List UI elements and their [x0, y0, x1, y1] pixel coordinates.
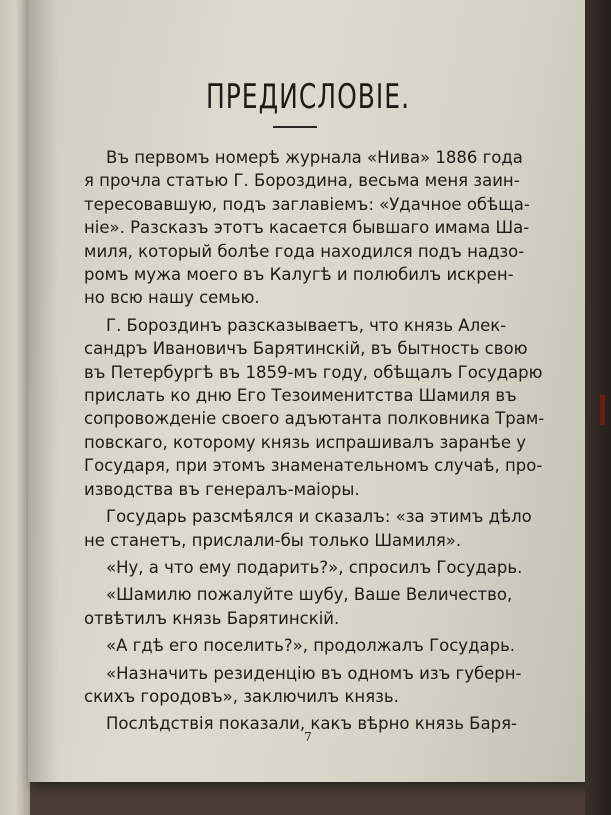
text-line: «А гдѣ его поселить?», продолжалъ Государь.	[106, 636, 516, 656]
text-line: Въ первомъ номерѣ журнала «Нива» 1886 года	[106, 148, 523, 167]
text-line: повскаго, которому князь испрашивалъ заранѣе у	[84, 432, 527, 452]
text-line: миля, который болѣе года находился подъ надзо-	[84, 241, 525, 261]
text-line: Послѣдствія показали, какъ вѣрно князь Баря-	[106, 714, 517, 734]
text-line: «Ну, а что ему подарить?», спросилъ Государь.	[106, 557, 523, 577]
page-title: ПРЕДИСЛОВІЕ.	[205, 76, 411, 117]
text-line: изводства въ генералъ-маіоры.	[84, 479, 360, 499]
text-line: тересовавшую, подъ заглавіемъ: «Удачное обѣща-	[84, 194, 530, 214]
text-line: прислать ко дню Его Тезоименитства Шамиля въ	[84, 386, 517, 406]
text-line: Государя, при этомъ знаменательномъ случаѣ, про-	[84, 456, 543, 476]
spine-shadow	[28, 0, 58, 782]
text-line: «Назначить резиденцію въ одномъ изъ губерн-	[106, 663, 522, 683]
text-line: не станетъ, прислали-бы только Шамиля».	[84, 530, 462, 550]
book-page	[28, 0, 588, 782]
text-line: но всю нашу семью.	[84, 288, 260, 308]
text-line: Г. Бороздинъ разсказываетъ, что князь Алек-	[106, 315, 507, 335]
text-line: «Шамилю пожалуйте шубу, Ваше Величество,	[106, 585, 513, 605]
text-line: я прочла статью Г. Бороздина, весьма меня заин-	[84, 171, 520, 191]
text-line: отвѣтилъ князь Барятинскій.	[84, 608, 340, 628]
body-text	[84, 146, 564, 736]
text-line: Государь разсмѣялся и сказалъ: «за этимъ дѣло	[106, 507, 532, 527]
text-line: ромъ мужа моего въ Калугѣ и полюбилъ искрен-	[84, 265, 514, 285]
text-line: сопровожденіе своего адъютанта полковника Трам-	[84, 409, 545, 429]
text-line: сандръ Ивановичъ Барятинскій, въ бытность свою	[84, 339, 528, 359]
bookmark-ribbon	[600, 395, 605, 425]
text-line: въ Петербургѣ въ 1859-мъ году, обѣщалъ Государю	[84, 362, 543, 382]
page-number: 7	[304, 730, 312, 744]
table-edge	[585, 0, 611, 815]
left-page-edge	[0, 0, 30, 815]
text-line: скихъ городовъ», заключилъ князь.	[84, 686, 399, 706]
title-rule	[273, 126, 317, 128]
text-line: ніе». Разсказъ этотъ касается бывшаго имама Ша-	[84, 218, 530, 238]
